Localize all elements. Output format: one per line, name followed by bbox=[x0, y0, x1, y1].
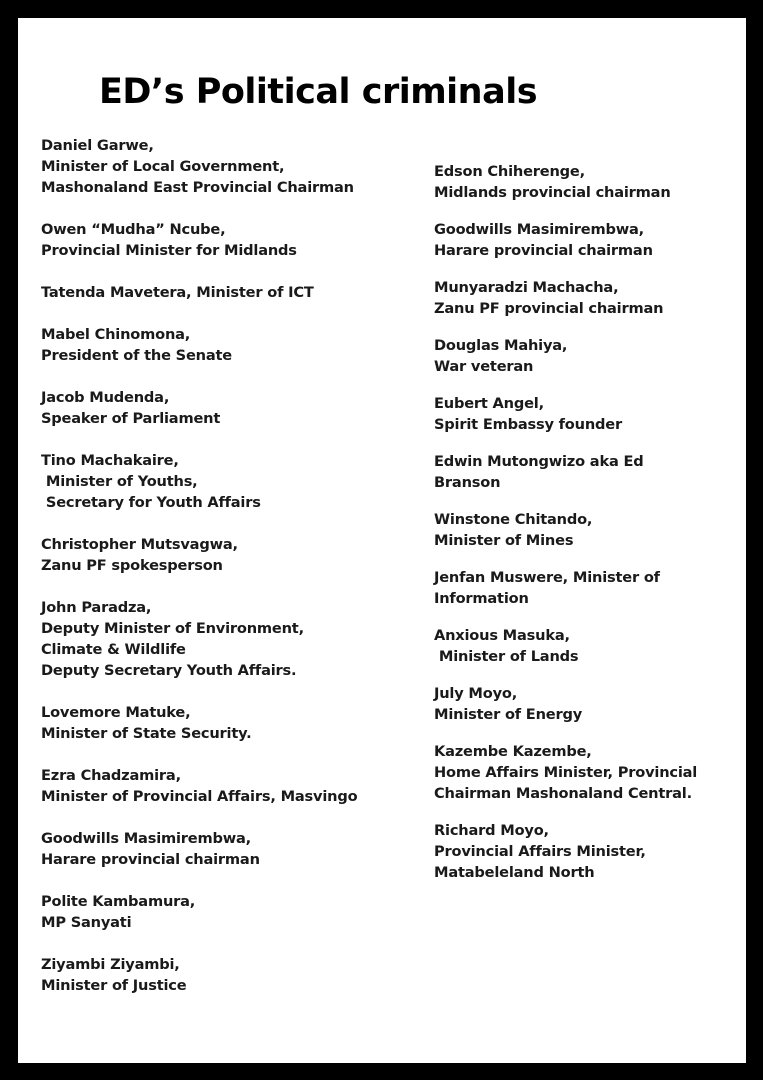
entry-line: Douglas Mahiya, bbox=[434, 337, 568, 354]
entry-line: Midlands provincial chairman bbox=[434, 184, 671, 201]
entry-line: Minister of Justice bbox=[41, 977, 187, 994]
entry-line: Harare provincial chairman bbox=[434, 242, 653, 259]
entry-line: Chairman Mashonaland Central. bbox=[434, 785, 692, 802]
entry-line: Tino Machakaire, bbox=[41, 452, 179, 469]
entry-line: MP Sanyati bbox=[41, 914, 132, 931]
entry-line: Mashonaland East Provincial Chairman bbox=[41, 179, 354, 196]
page-title: ED’s Political criminals bbox=[98, 72, 538, 112]
entry-line: John Paradza, bbox=[41, 599, 152, 616]
entry-line: Richard Moyo, bbox=[434, 822, 549, 839]
entry-line: Speaker of Parliament bbox=[41, 410, 221, 427]
right-column bbox=[434, 161, 739, 899]
entry-line: Minister of Youths, bbox=[41, 473, 198, 490]
entry-line: Minister of Energy bbox=[434, 706, 583, 723]
list-entry bbox=[41, 597, 421, 681]
list-entry bbox=[434, 741, 739, 804]
entry-line: Munyaradzi Machacha, bbox=[434, 279, 619, 296]
entry-line: Winstone Chitando, bbox=[434, 511, 593, 528]
entry-line: Daniel Garwe, bbox=[41, 137, 154, 154]
entry-line: Provincial Affairs Minister, bbox=[434, 843, 646, 860]
entry-line: Minister of Mines bbox=[434, 532, 574, 549]
entry-line: Climate & Wildlife bbox=[41, 641, 186, 658]
list-entry bbox=[41, 828, 421, 870]
list-entry bbox=[434, 393, 739, 435]
left-column bbox=[41, 135, 421, 1017]
entry-line: Anxious Masuka, bbox=[434, 627, 570, 644]
entry-line: July Moyo, bbox=[434, 685, 518, 702]
entry-line: Minister of State Security. bbox=[41, 725, 252, 742]
entry-line: Deputy Minister of Environment, bbox=[41, 620, 304, 637]
entry-line: Matabeleland North bbox=[434, 864, 595, 881]
entry-line: Zanu PF provincial chairman bbox=[434, 300, 664, 317]
entry-line: Goodwills Masimirembwa, bbox=[434, 221, 645, 238]
entry-line: Christopher Mutsvagwa, bbox=[41, 536, 238, 553]
list-entry bbox=[434, 567, 739, 609]
entry-line: Minister of Local Government, bbox=[41, 158, 285, 175]
entry-line: Kazembe Kazembe, bbox=[434, 743, 592, 760]
list-entry bbox=[434, 219, 739, 261]
entry-line: Minister of Provincial Affairs, Masvingo bbox=[41, 788, 358, 805]
entry-line: Minister of Lands bbox=[434, 648, 579, 665]
entry-line: Zanu PF spokesperson bbox=[41, 557, 223, 574]
entry-line: Owen “Mudha” Ncube, bbox=[41, 221, 226, 238]
entry-line: President of the Senate bbox=[41, 347, 232, 364]
list-entry bbox=[434, 509, 739, 551]
list-entry bbox=[41, 891, 421, 933]
entry-line: Edwin Mutongwizo aka Ed bbox=[434, 453, 644, 470]
entry-line: Deputy Secretary Youth Affairs. bbox=[41, 662, 297, 679]
entry-line: Provincial Minister for Midlands bbox=[41, 242, 297, 259]
entry-line: Ziyambi Ziyambi, bbox=[41, 956, 180, 973]
list-entry bbox=[434, 451, 739, 493]
list-entry bbox=[434, 625, 739, 667]
entry-line: Eubert Angel, bbox=[434, 395, 544, 412]
list-entry bbox=[41, 765, 421, 807]
entry-line: Branson bbox=[434, 474, 501, 491]
document-page bbox=[18, 18, 746, 1063]
entry-line: Home Affairs Minister, Provincial bbox=[434, 764, 698, 781]
list-entry bbox=[41, 135, 421, 198]
entry-line: Tatenda Mavetera, Minister of ICT bbox=[41, 284, 314, 301]
list-entry bbox=[41, 324, 421, 366]
list-entry bbox=[434, 277, 739, 319]
entry-line: Goodwills Masimirembwa, bbox=[41, 830, 252, 847]
entry-line: Jenfan Muswere, Minister of bbox=[434, 569, 660, 586]
list-entry bbox=[41, 387, 421, 429]
list-entry bbox=[41, 282, 421, 303]
entry-line: Polite Kambamura, bbox=[41, 893, 196, 910]
entry-line: Harare provincial chairman bbox=[41, 851, 260, 868]
list-entry bbox=[434, 161, 739, 203]
list-entry bbox=[434, 335, 739, 377]
list-entry bbox=[41, 954, 421, 996]
entry-line: Jacob Mudenda, bbox=[41, 389, 170, 406]
list-entry bbox=[41, 702, 421, 744]
entry-line: Ezra Chadzamira, bbox=[41, 767, 181, 784]
entry-line: Secretary for Youth Affairs bbox=[41, 494, 261, 511]
entry-line: Edson Chiherenge, bbox=[434, 163, 585, 180]
entry-line: Spirit Embassy founder bbox=[434, 416, 622, 433]
list-entry bbox=[41, 534, 421, 576]
list-entry bbox=[434, 683, 739, 725]
entry-line: Information bbox=[434, 590, 529, 607]
entry-line: Lovemore Matuke, bbox=[41, 704, 191, 721]
list-entry bbox=[41, 450, 421, 513]
entry-line: War veteran bbox=[434, 358, 534, 375]
list-entry bbox=[434, 820, 739, 883]
entry-line: Mabel Chinomona, bbox=[41, 326, 191, 343]
list-entry bbox=[41, 219, 421, 261]
